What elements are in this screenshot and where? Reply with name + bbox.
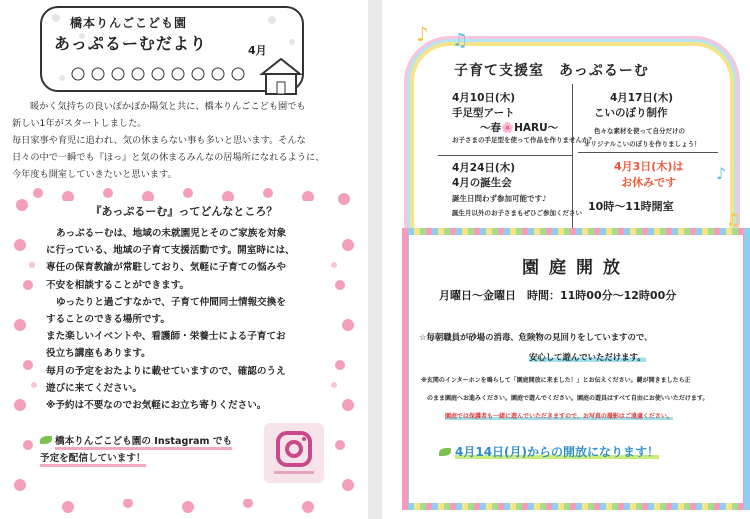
right-page (382, 0, 750, 519)
about-title: 『あっぷるーむ』ってどんなところ？ (90, 205, 278, 218)
event-name: 手足型アート (452, 107, 515, 119)
music-note-icon: ♫ (452, 30, 469, 51)
about-line: あっぷるーむは、地域の未就園児とそのご家族を対象 (56, 228, 287, 239)
intro-text (12, 98, 357, 183)
about-line: ゆったりと過ごすなかで、子育て仲間同士情報交換を (56, 296, 286, 308)
event-note: お子さまの手足型を使って作品を作りませんか？ (452, 136, 595, 144)
event-date: 4月24日(木) (452, 162, 516, 174)
music-note-icon: ♫ (726, 210, 741, 229)
event-apr10 (452, 90, 595, 144)
music-note-icon: ♪ (716, 164, 727, 183)
school-name: 橋本りんごこども園 (70, 16, 188, 30)
event-note: 誕生月以外のお子さまもぜひご参加ください (452, 209, 582, 217)
instagram-notice (40, 433, 260, 467)
intro-line: 暖かく気持ちの良いぽかぽか陽気と共に、橋本りんごこども園でも (30, 101, 306, 112)
insta-line: 橋本りんごこども園の Instagram でも (55, 436, 232, 450)
event-apr24 (452, 160, 582, 217)
intro-line: 日々の中で一瞬でも『ほっ』と気の休まるみんなの居場所になれるように、 (12, 152, 325, 163)
about-line: 役立ち講座もあります。 (46, 348, 151, 360)
about-body (46, 225, 336, 414)
about-box (38, 201, 330, 499)
about-line: 遊びに来てください。 (46, 382, 142, 394)
blossom-frame (8, 185, 360, 515)
about-line: また楽しいイベントや、看護師・栄養士による子育てお (46, 331, 286, 343)
support-title: 子育て支援室 あっぷるーむ (454, 63, 649, 79)
garden-line (529, 351, 646, 363)
event-sub: ～春🌸HARU～ (480, 122, 559, 134)
house-illustration (258, 56, 304, 96)
leaf-icon (40, 436, 52, 444)
garden-final (439, 443, 659, 460)
garden-small-text: 園庭では保護者も一緒に遊んでいただきますので、お写真の撮影はご遠慮ください。 (445, 413, 673, 420)
closed-notice (614, 158, 683, 190)
garden-small: のまま園庭へお進みください。園庭で遊んでください。園庭の遊具はすべて自由にお使いいただけます。 (427, 395, 709, 402)
garden-small: ※玄関のインターホンを鳴らして「園庭開放に来ました！」とお伝えください。鍵が開きましたら正 (421, 377, 691, 384)
garden-final-text: 4月14日(月)からの開放になります！ (455, 445, 660, 459)
about-line: 毎月の予定をおたよりに載せていますので、確認のうえ (46, 365, 286, 377)
event-name: こいのぼり制作 (594, 107, 668, 119)
left-page (0, 0, 368, 519)
closed-line: お休みです (621, 176, 677, 189)
garden-line-text: 安心して遊んでいただけます。 (529, 352, 646, 362)
insta-line: 予定を配信しています！ (40, 453, 146, 467)
intro-line: 毎日家事や育児に追われ、気の休まらない事も多いと思います。そんな (12, 135, 306, 146)
event-date: 4月10日(木) (452, 92, 516, 104)
leaf-icon (439, 448, 451, 456)
divider (578, 152, 718, 153)
event-date: 4月17日(木) (610, 92, 674, 104)
intro-line: 新しい1年がスタートしました。 (12, 118, 147, 129)
about-line: 専任の保育教諭が常駐しており、気軽に子育ての悩みや (46, 262, 286, 274)
divider (438, 155, 572, 156)
open-hours: 10時～11時開室 (588, 200, 674, 213)
garden-line: ☆毎朝職員が砂場の消毒、危険物の見回りをしていますので、 (419, 332, 653, 342)
about-line: 不安を相談することができます。 (46, 279, 190, 291)
music-note-icon: ♪ (416, 22, 429, 46)
newsletter-month: 4月 (248, 44, 267, 57)
event-apr17 (584, 90, 701, 148)
garden-small (445, 411, 673, 420)
intro-line: 今年度も開室していきたいと思います。 (12, 169, 177, 180)
event-note: 色々な素材を使って自分だけの (594, 127, 685, 135)
garden-box (402, 228, 750, 510)
page-gutter (368, 0, 382, 519)
garden-time: 月曜日～金曜日 時間：11時00分～12時00分 (439, 289, 677, 302)
closed-line: 4月3日(木)は (614, 160, 684, 173)
garden-title: 園庭開放 (522, 258, 630, 278)
newsletter-title: あっぷるーむだより (54, 34, 207, 53)
animals-illustration (70, 62, 250, 82)
about-line: に行っている、地域の子育て支援活動です。開室時には、 (46, 245, 295, 257)
about-line: ※予約は不要なのでお気軽にお立ち寄りください。 (46, 400, 267, 412)
instagram-qr-code[interactable] (264, 423, 324, 483)
event-name: 4月の誕生会 (452, 177, 512, 189)
about-line: することのできる場所です。 (46, 314, 170, 326)
event-sub: 誕生日問わず参加可能です♪ (452, 194, 547, 203)
event-note: オリジナルこいのぼりを作りましょう！ (584, 140, 701, 148)
